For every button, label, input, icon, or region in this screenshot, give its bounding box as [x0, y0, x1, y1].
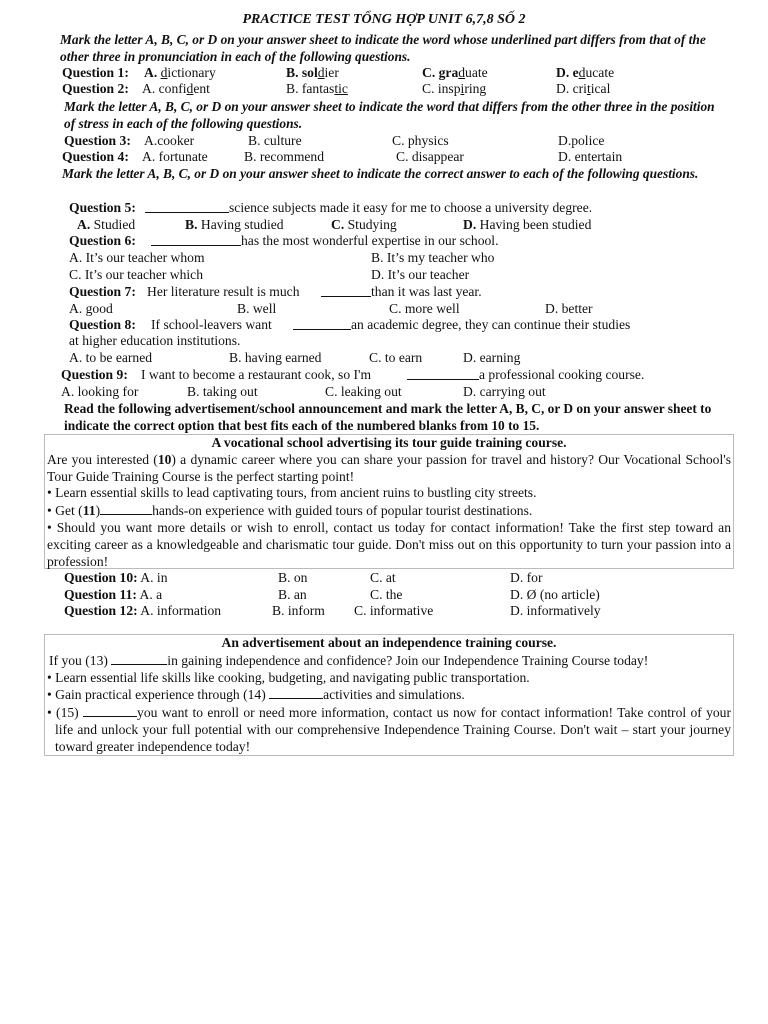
- q3-option-c: C. physics: [392, 133, 449, 148]
- question-9-stem: I want to become a restaurant cook, so I'm: [141, 367, 372, 382]
- question-5-stem: science subjects made it easy for me to choose a university degree.: [229, 200, 593, 215]
- advertisement-2-bullet-1: • Learn essential life skills like cooking, budgeting, and navigating public transportation.: [47, 669, 530, 685]
- question-4-label: Question 4:: [62, 149, 129, 164]
- q6-option-c: C. It’s our teacher which: [69, 267, 204, 282]
- q2-option-d: D. critical: [556, 81, 611, 96]
- q2-option-a: A. confident: [142, 81, 210, 96]
- q8-option-a: A. to be earned: [69, 350, 153, 365]
- answer-blank: [145, 200, 229, 213]
- q1-option-c: C. graduate: [422, 65, 488, 80]
- q1-option-a: A. dictionary: [144, 65, 216, 80]
- advertisement-2-title: An advertisement about an independence training course.: [221, 635, 557, 650]
- question-5-label: Question 5:: [69, 200, 136, 215]
- advertisement-1-title: A vocational school advertising its tour guide training course.: [211, 435, 567, 450]
- page-title: PRACTICE TEST TỔNG HỢP UNIT 6,7,8 SỐ 2: [242, 12, 526, 27]
- question-9-stem-end: a professional cooking course.: [479, 367, 645, 382]
- advertisement-1-bullet-2: • Get (11) hands-on experience with guided tours of popular tourist destinations.: [47, 503, 533, 519]
- answer-blank: [111, 652, 167, 665]
- q6-option-b: B. It’s my teacher who: [371, 250, 495, 265]
- question-7-stem: Her literature result is much: [147, 284, 300, 299]
- q12-option-d: D. informatively: [510, 603, 601, 618]
- answer-blank: [293, 317, 351, 330]
- q8-option-b: B. having earned: [229, 350, 322, 365]
- q12-option-c: C. informative: [354, 603, 434, 618]
- q6-option-a: A. It’s our teacher whom: [69, 250, 205, 265]
- question-9-label: Question 9:: [61, 367, 128, 382]
- advertisement-2-bullet-3: • (15) you want to enroll or need more information, contact us now for contact information! Take control of your life and unlock your full potential with our comprehensive Independence Training Course. Don't wait – start your journey toward greater independence today!: [47, 705, 731, 754]
- question-2-label: Question 2:: [62, 81, 129, 96]
- question-3-label: Question 3:: [64, 133, 131, 148]
- q5-option-c: C. Studying: [331, 217, 397, 232]
- question-8-stem-mid: an academic degree, they can continue their studies: [351, 317, 631, 332]
- answer-blank: [100, 502, 152, 515]
- q5-option-d: D. Having been studied: [463, 217, 592, 232]
- q10-option-b: B. on: [278, 570, 308, 585]
- q11-option-b: B. an: [278, 587, 307, 602]
- q4-option-a: A. fortunate: [142, 149, 208, 164]
- section4-instruction: Read the following advertisement/school announcement and mark the letter A, B, C, or D on your answer sheet to indicate the correct option that best fits each of the numbered blanks from 10 to 15.: [64, 401, 712, 433]
- q3-option-d: D.police: [558, 133, 605, 148]
- q4-option-b: B. recommend: [244, 149, 325, 164]
- q2-option-b: B. fantastic: [286, 81, 348, 96]
- q4-option-c: C. disappear: [396, 149, 464, 164]
- q3-option-a: A.cooker: [144, 133, 195, 148]
- answer-blank: [269, 686, 323, 699]
- q12-label-a: Question 12: A. information: [64, 603, 222, 618]
- advertisement-2-intro: If you (13) in gaining independence and confidence? Join our Independence Training Course today!: [49, 652, 649, 668]
- q12-option-b: B. inform: [272, 603, 325, 618]
- section3-instruction: Mark the letter A, B, C, or D on your answer sheet to indicate the correct answer to each of the following questions.: [62, 166, 699, 181]
- section2-instruction: Mark the letter A, B, C, or D on your answer sheet to indicate the word that differs from the other three in the position of stress in each of the following questions.: [64, 99, 715, 131]
- q5-option-a: A. Studied: [77, 217, 136, 232]
- q7-option-a: A. good: [69, 301, 113, 316]
- q7-option-c: C. more well: [389, 301, 460, 316]
- question-6-stem: has the most wonderful expertise in our school.: [241, 233, 499, 248]
- q3-option-b: B. culture: [248, 133, 302, 148]
- q10-option-d: D. for: [510, 570, 543, 585]
- question-7-stem-end: than it was last year.: [371, 284, 482, 299]
- question-8-label: Question 8:: [69, 317, 136, 332]
- q11-label-a: Question 11: A. a: [64, 587, 163, 602]
- answer-blank: [83, 704, 137, 717]
- advertisement-box-1: [44, 434, 734, 569]
- question-8-stem: If school-leavers want: [151, 317, 272, 332]
- q7-option-d: D. better: [545, 301, 593, 316]
- q10-label-a: Question 10: A. in: [64, 570, 168, 585]
- question-7-label: Question 7:: [69, 284, 136, 299]
- question-8-stem-end: at higher education institutions.: [69, 333, 241, 348]
- q10-option-c: C. at: [370, 570, 396, 585]
- advertisement-box-2: [44, 634, 734, 756]
- q2-option-c: C. inspiring: [422, 81, 487, 96]
- q6-option-d: D. It’s our teacher: [371, 267, 470, 282]
- advertisement-1-intro: Are you interested (10) a dynamic career where you can share your passion for travel and history? Our Vocational School's Tour Guide Training Course is the perfect starting point!: [47, 451, 731, 484]
- question-6-label: Question 6:: [69, 233, 136, 248]
- q7-option-b: B. well: [237, 301, 277, 316]
- advertisement-1-bullet-3: • Should you want more details or wish to enroll, contact us today for contact information! Take the first step toward an exciting career as a knowledgeable and charismatic tour guide. Don't miss out on this opportunity to turn your passion into a profession!: [47, 519, 731, 569]
- section1-instruction: Mark the letter A, B, C, or D on your answer sheet to indicate the word whose underlined part differs from that of the other three in pronunciation in each of the following questions.: [60, 32, 706, 64]
- q9-option-b: B. taking out: [187, 384, 258, 399]
- answer-blank: [151, 233, 241, 246]
- q4-option-d: D. entertain: [558, 149, 623, 164]
- q8-option-c: C. to earn: [369, 350, 423, 365]
- q1-option-b: B. soldier: [286, 65, 339, 80]
- q9-option-c: C. leaking out: [325, 384, 402, 399]
- q8-option-d: D. earning: [463, 350, 521, 365]
- q11-option-d: D. Ø (no article): [510, 587, 600, 602]
- question-1-label: Question 1:: [62, 65, 129, 80]
- answer-blank: [407, 367, 479, 380]
- answer-blank: [321, 284, 371, 297]
- q1-option-d: D. educate: [556, 65, 615, 80]
- advertisement-1-bullet-1: • Learn essential skills to lead captivating tours, from ancient ruins to bustling city streets.: [47, 485, 537, 501]
- advertisement-2-bullet-2: • Gain practical experience through (14) activities and simulations.: [47, 687, 465, 703]
- q11-option-c: C. the: [370, 587, 403, 602]
- q9-option-d: D. carrying out: [463, 384, 546, 399]
- q9-option-a: A. looking for: [61, 384, 139, 399]
- q5-option-b: B. Having studied: [185, 217, 284, 232]
